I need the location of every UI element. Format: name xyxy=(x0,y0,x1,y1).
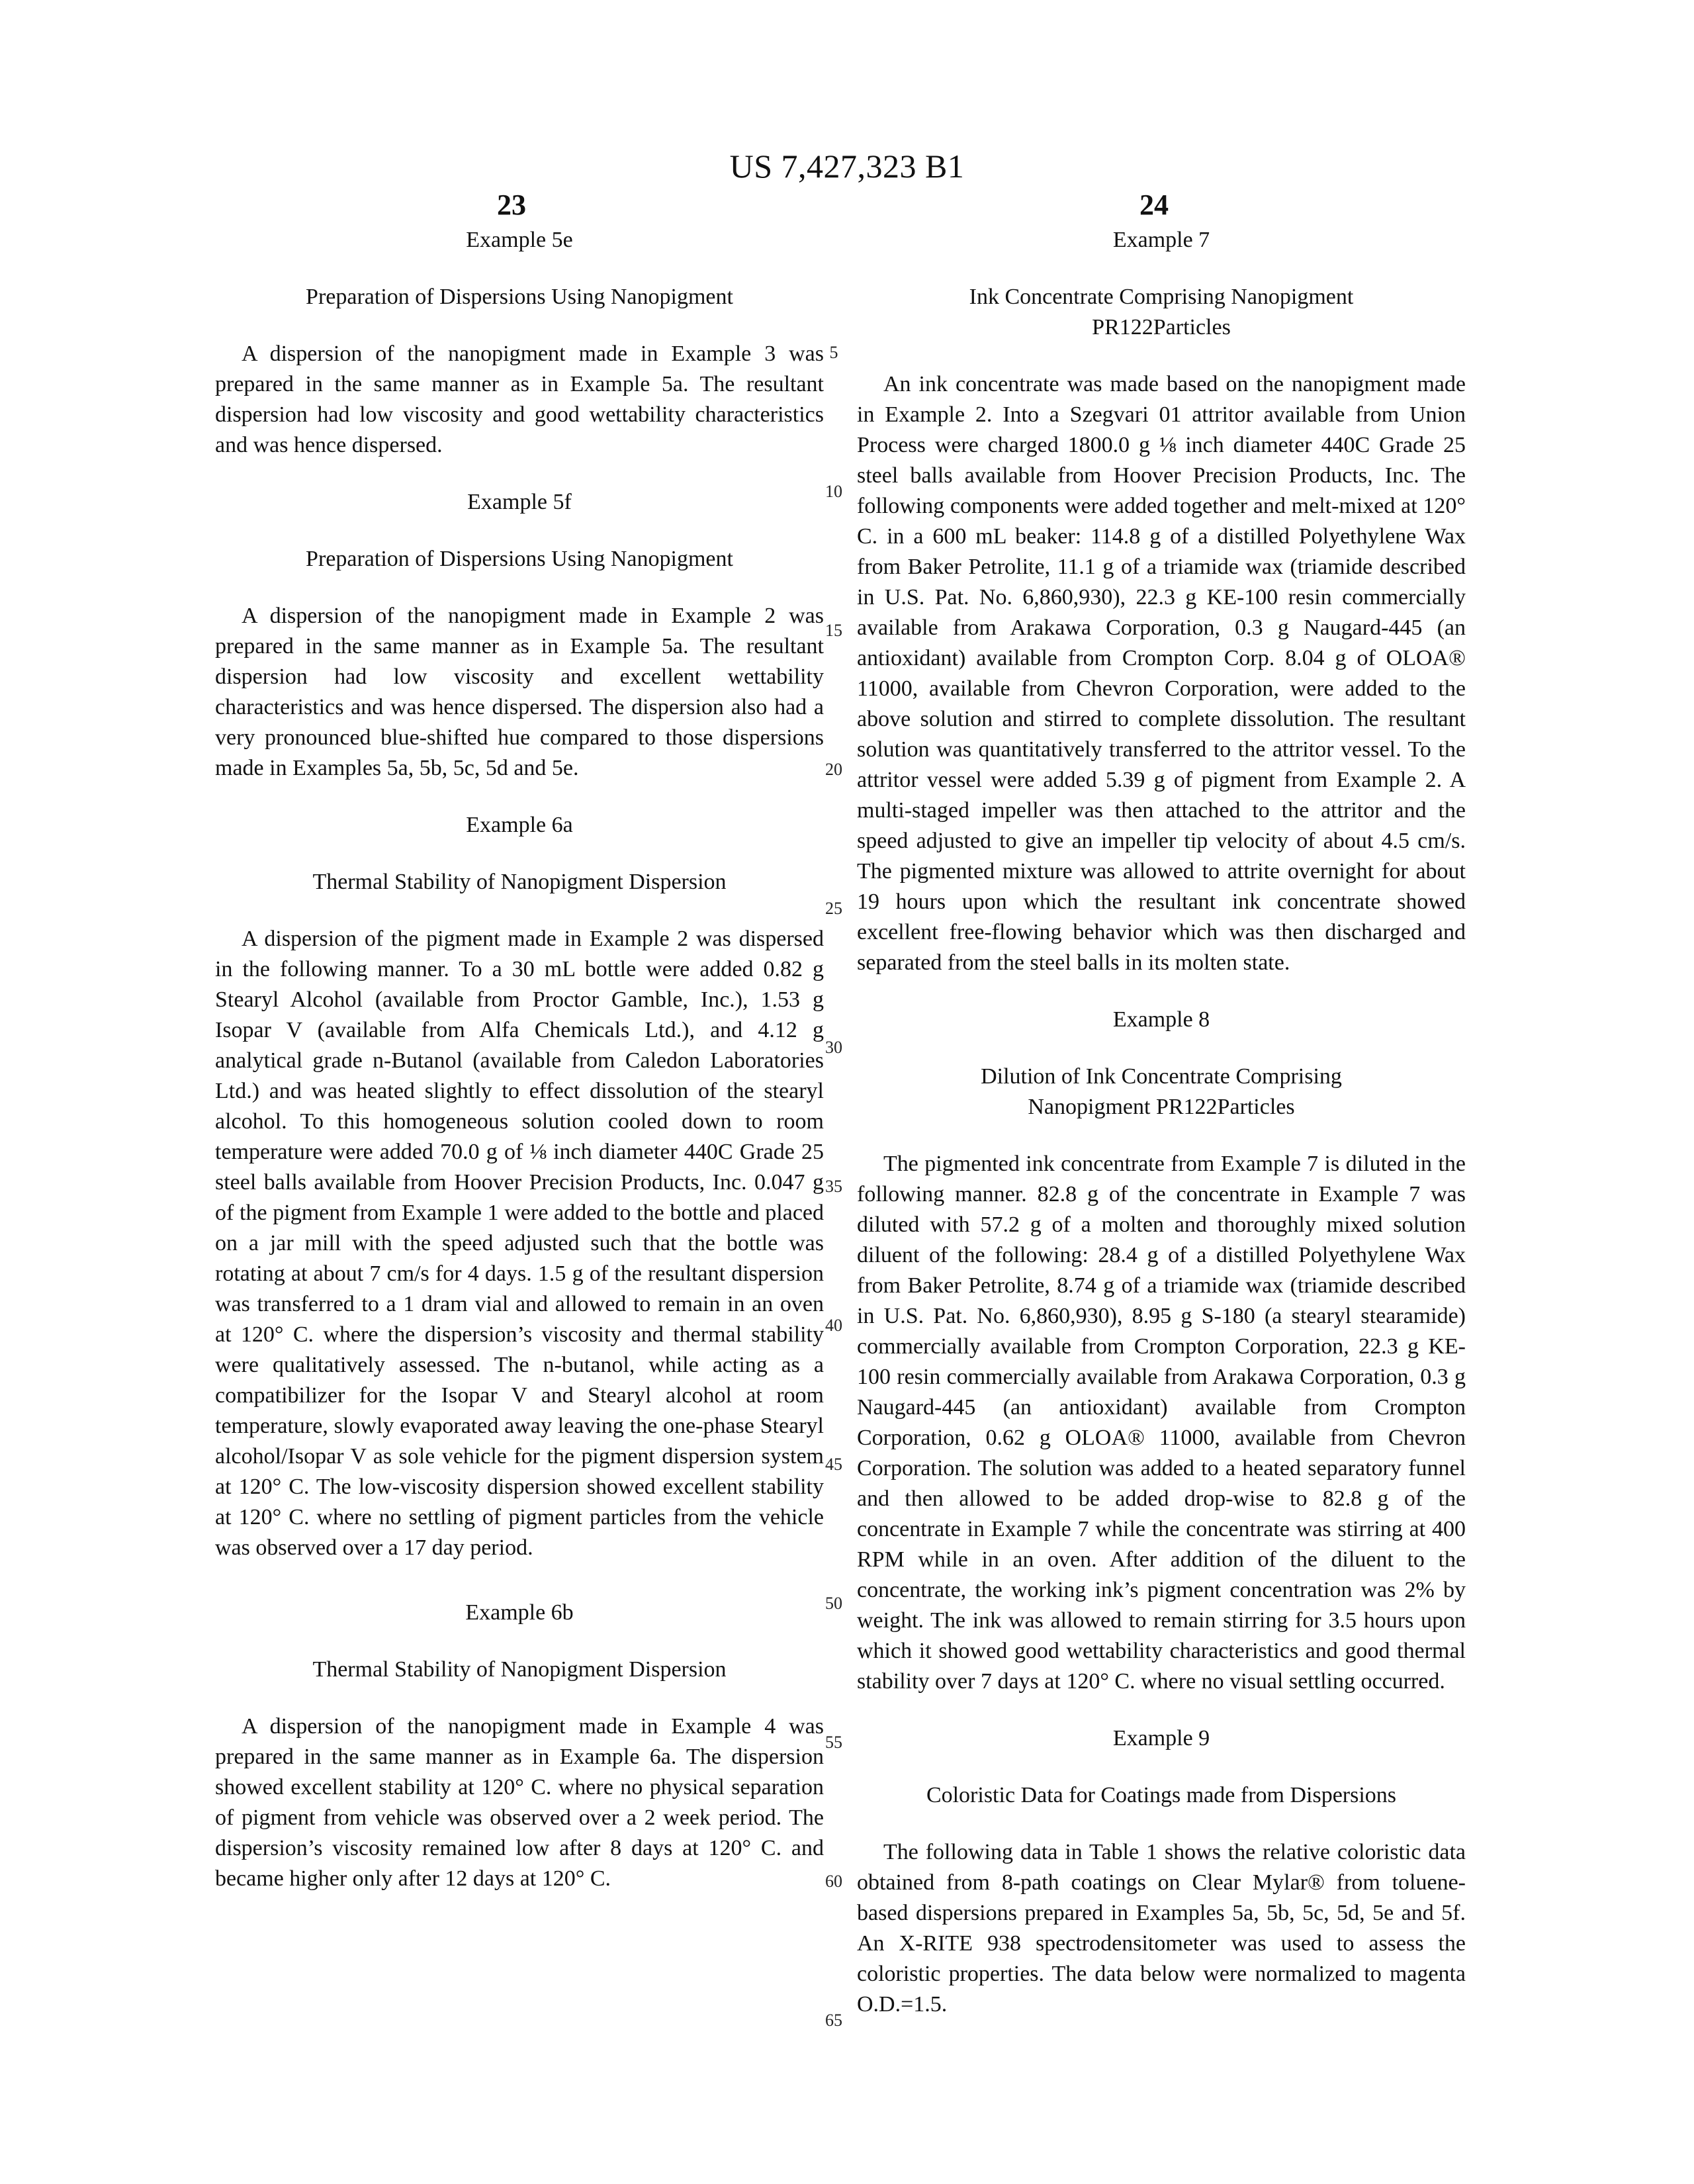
paragraph-example-5e: A dispersion of the nanopigment made in Example 3 was prepared in the same manner as in Example 5a. The resultant dispersion had low viscosity and good wettability characteristics and was hence dispersed. xyxy=(215,339,824,461)
heading-example-8: Example 8 xyxy=(857,1005,1466,1035)
patent-number: US 7,427,323 B1 xyxy=(0,147,1694,185)
subheading-example-6b: Thermal Stability of Nanopigment Dispersion xyxy=(215,1655,824,1685)
line-number: 15 xyxy=(814,621,854,641)
line-number: 45 xyxy=(814,1455,854,1475)
subheading-example-7-line2: PR122Particles xyxy=(857,312,1466,343)
right-page-number: 24 xyxy=(1088,188,1220,222)
patent-page xyxy=(0,0,1694,2184)
line-number: 60 xyxy=(814,1872,854,1891)
subheading-example-7-line1: Ink Concentrate Comprising Nanopigment xyxy=(857,282,1466,312)
line-number: 25 xyxy=(814,899,854,919)
paragraph-example-8: The pigmented ink concentrate from Example 7 is diluted in the following manner. 82.8 g of the concentrate in Example 7 was diluted with 57.2 g of a molten and thoroughly mixed solution diluent of the following: 28.4 g of a distilled Polyethylene Wax from Baker Petrolite, 8.74 g of a triamide wax (triamide described in U.S. Pat. No. 6,860,930), 8.95 g S-180 (a stearyl stearamide) commercially available from Crompton Corporation, 22.3 g KE-100 resin commercially available from Arakawa Corporation, 0.3 g Naugard-445 (an antioxidant) available from Crompton Corporation, 0.62 g OLOA® 11000, available from Chevron Corporation. The solution was added to a heated separatory funnel and then allowed to be added drop-wise to 82.8 g of the concentrate in Example 7 while the concentrate was stirring at 400 RPM while in an oven. After addition of the diluent to the concentrate, the working ink’s pigment concentration was 2% by weight. The ink was allowed to remain stirring for 3.5 hours upon which it showed good wettability characteristics and good thermal stability over 7 days at 120° C. where no visual settling occurred. xyxy=(857,1149,1466,1697)
subheading-example-6a: Thermal Stability of Nanopigment Dispersion xyxy=(215,867,824,897)
line-number: 55 xyxy=(814,1733,854,1752)
line-number: 10 xyxy=(814,482,854,502)
heading-example-6a: Example 6a xyxy=(215,810,824,841)
line-number: 50 xyxy=(814,1594,854,1614)
paragraph-example-5f: A dispersion of the nanopigment made in Example 2 was prepared in the same manner as in Example 5a. The resultant dispersion had low viscosity and excellent wettability characteristics and was hence dispersed. The dispersion also had a very pronounced blue-shifted hue compared to those dispersions made in Examples 5a, 5b, 5c, 5d and 5e. xyxy=(215,601,824,784)
subheading-example-5e: Preparation of Dispersions Using Nanopigment xyxy=(215,282,824,312)
paragraph-example-6b: A dispersion of the nanopigment made in Example 4 was prepared in the same manner as in Example 6a. The dispersion showed excellent stability at 120° C. where no physical separation of pigment from vehicle was observed over a 2 week period. The dispersion’s viscosity remained low after 8 days at 120° C. and became higher only after 12 days at 120° C. xyxy=(215,1711,824,1894)
line-number: 20 xyxy=(814,760,854,780)
heading-example-9: Example 9 xyxy=(857,1723,1466,1754)
heading-example-5f: Example 5f xyxy=(215,487,824,518)
line-number: 65 xyxy=(814,2011,854,2030)
heading-example-6b: Example 6b xyxy=(215,1598,824,1628)
subheading-example-5f: Preparation of Dispersions Using Nanopigment xyxy=(215,544,824,574)
line-number: 35 xyxy=(814,1177,854,1197)
line-number: 40 xyxy=(814,1316,854,1336)
line-number: 5 xyxy=(814,343,854,363)
paragraph-example-9: The following data in Table 1 shows the relative coloristic data obtained from 8-path coatings on Clear Mylar® from toluene-based dispersions prepared in Examples 5a, 5b, 5c, 5d, 5e and 5f. An X-RITE 938 spectrodensitometer was used to assess the coloristic properties. The data below were normalized to magenta O.D.=1.5. xyxy=(857,1837,1466,2020)
left-page-number: 23 xyxy=(445,188,578,222)
right-column xyxy=(857,225,1466,2020)
subheading-example-8-line1: Dilution of Ink Concentrate Comprising xyxy=(857,1062,1466,1092)
subheading-example-8-line2: Nanopigment PR122Particles xyxy=(857,1092,1466,1122)
paragraph-example-6a: A dispersion of the pigment made in Example 2 was dispersed in the following manner. To a 30 mL bottle were added 0.82 g Stearyl Alcohol (available from Proctor Gamble, Inc.), 1.53 g Isopar V (available from Alfa Chemicals Ltd.), and 4.12 g analytical grade n-Butanol (available from Caledon Laboratories Ltd.) and was heated slightly to effect dissolution of the stearyl alcohol. To this homogeneous solution cooled down to room temperature were added 70.0 g of ⅛ inch diameter 440C Grade 25 steel balls available from Hoover Precision Products, Inc. 0.047 g of the pigment from Example 1 were added to the bottle and placed on a jar mill with the speed adjusted such that the bottle was rotating at about 7 cm/s for 4 days. 1.5 g of the resultant dispersion was transferred to a 1 dram vial and allowed to remain in an oven at 120° C. where the dispersion’s viscosity and thermal stability were qualitatively assessed. The n-butanol, while acting as a compatibilizer for the Isopar V and Stearyl alcohol at room temperature, slowly evaporated away leaving the one-phase Stearyl alcohol/Isopar V as sole vehicle for the pigment dispersion system at 120° C. The low-viscosity dispersion showed excellent stability at 120° C. where no settling of pigment particles from the vehicle was observed over a 17 day period. xyxy=(215,924,824,1563)
line-number: 30 xyxy=(814,1038,854,1058)
paragraph-example-7: An ink concentrate was made based on the nanopigment made in Example 2. Into a Szegvari 01 attritor available from Union Process were charged 1800.0 g ⅛ inch diameter 440C Grade 25 steel balls available from Hoover Precision Products, Inc. The following components were added together and melt-mixed at 120° C. in a 600 mL beaker: 114.8 g of a distilled Polyethylene Wax from Baker Petrolite, 11.1 g of a triamide wax (triamide described in U.S. Pat. No. 6,860,930), 22.3 g KE-100 resin commercially available from Arakawa Corporation, 0.3 g Naugard-445 (an antioxidant) available from Crompton Corp. 8.04 g of OLOA® 11000, available from Chevron Corporation, were added to the above solution and stirred to complete dissolution. The resultant solution was quantitatively transferred to the attritor vessel. To the attritor vessel were added 5.39 g of pigment from Example 2. A multi-staged impeller was then attached to the attritor and the speed adjusted to give an impeller tip velocity of about 4.5 cm/s. The pigmented mixture was allowed to attrite overnight for about 19 hours upon which the resultant ink concentrate showed excellent free-flowing behavior which was then discharged and separated from the steel balls in its molten state. xyxy=(857,369,1466,978)
heading-example-5e: Example 5e xyxy=(215,225,824,255)
heading-example-7: Example 7 xyxy=(857,225,1466,255)
subheading-example-9: Coloristic Data for Coatings made from Dispersions xyxy=(857,1780,1466,1811)
